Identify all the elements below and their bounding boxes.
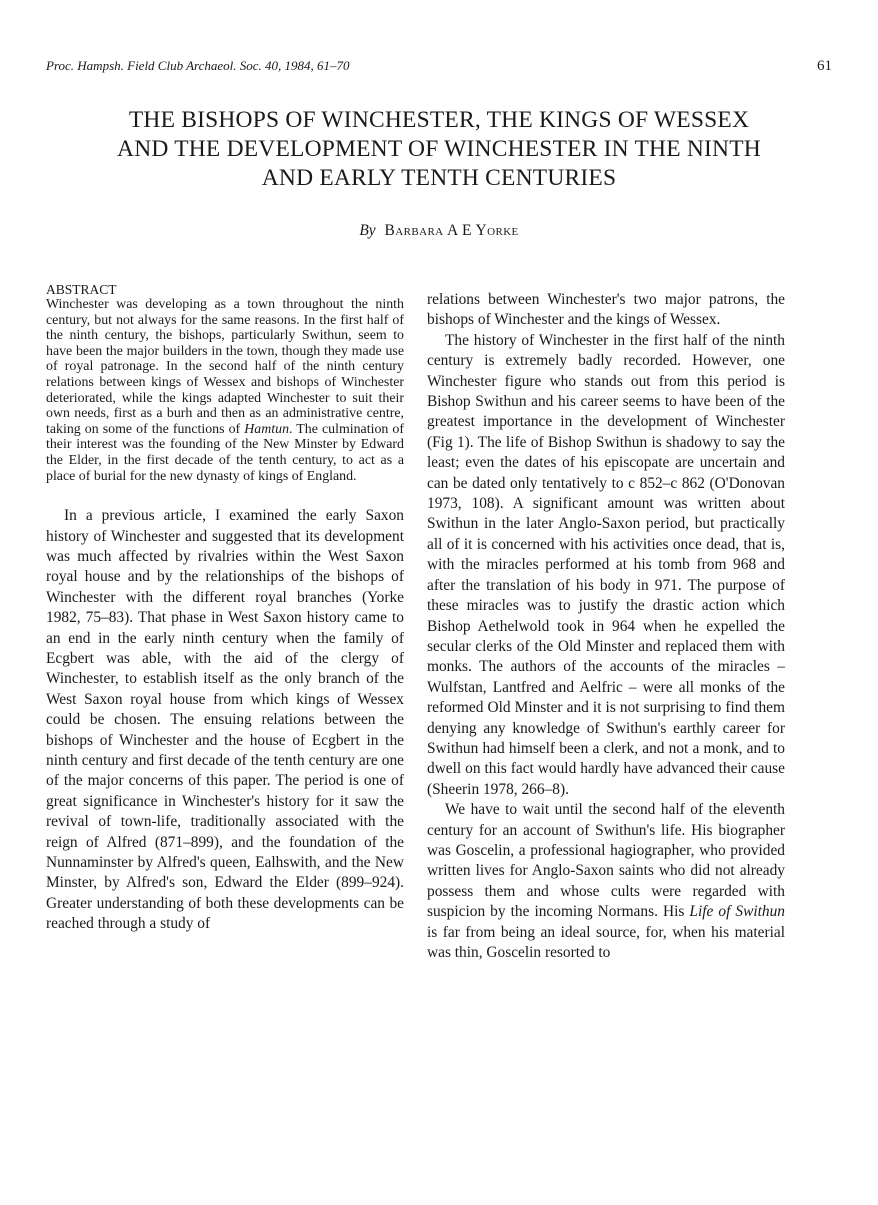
paragraph-swithun: The history of Winchester in the first half of the ninth century is extremely badly recorded. However, one Winchester figure who stands out from this period is Bishop Swithun and his career seems to have been of the greatest importance in the development of Winchester (Fig 1). The life of Bishop Swithun is shadowy to say the least; even the dates of his episcopate are uncertain and can be dated only tentatively to c 852–c 862 (O'Donovan 1973, 108). A significant amount was written about Swithun in the later Anglo-Saxon period, but practically all of it is concerned with his activities once dead, that is, with the miracles performed at his tomb from 968 and after the translation of his body in 971. The purpose of these miracles was to justify the drastic action which Bishop Aethelwold took in 964 when he expelled the secular clerks of the Old Minster and replaced them with monks. The authors of the accounts of the miracles – Wulfstan, Lantfred and Aelfric – were all monks of the reformed Old Minster and it is not surprising to find them denying any knowledge of Swithun's earthly career for Swithun had himself been a clerk, and not a monk, and to dwell on this fact would hardly have advanced their cause (Sheerin 1978, 266–8). (427, 331, 785, 798)
title-line-2: AND THE DEVELOPMENT OF WINCHESTER IN THE NINTH (117, 136, 761, 162)
paragraph-goscelin-part-2: is far from being an ideal source, for, when his material was thin, Goscelin resorted to (427, 923, 785, 961)
abstract-term: Hamtun (244, 421, 290, 437)
abstract-text-part-1: Winchester was developing as a town throughout the ninth century, but not always for the same reasons. In the first half of the ninth century, the bishops, particularly Swithun, seem to have been the major builders in the town, though they made use of royal patronage. In the second half of the ninth century relations between kings of Wessex and bishops of Winchester deteriorated, while the kings adapted Winchester to suit their own needs, first as a burh and then as an administrative centre, taking on some of the functions of (46, 297, 404, 437)
abstract-text (46, 297, 404, 484)
paragraph-goscelin-part-1: We have to wait until the second half of the eleventh century for an account of Swithun's life. His biographer was Goscelin, a professional hagiographer, who provided written lives for Anglo-Saxon saints who did not already possess them and whose cults were regarded with suspicion by the incoming Normans. His (427, 801, 785, 921)
title-line-3: AND EARLY TENTH CENTURIES (261, 165, 617, 191)
left-column (46, 282, 404, 935)
running-head (46, 58, 832, 80)
right-column (427, 290, 785, 963)
right-body-text (427, 290, 785, 963)
byline (0, 222, 878, 240)
left-body-text (46, 506, 404, 935)
paragraph-intro: In a previous article, I examined the early Saxon history of Winchester and suggested that its development was much affected by rivalries within the West Saxon royal house and by the relationships of the bishops of Winchester with the different royal branches (Yorke 1982, 75–83). That phase in West Saxon history came to an end in the early ninth century when the family of Ecgbert was able, with the aid of the clergy of Winchester, to establish itself as the only branch of the West Saxon royal house from which kings of Wessex could be chosen. The ensuing relations between the bishops of Winchester and the house of Ecgbert in the ninth century and first decade of the tenth century are one of the major concerns of this paper. The period is one of great significance in Winchester's history for it saw the revival of town-life, traditionally associated with the reign of Alfred (871–899), and the foundation of the Nunnaminster by Alfred's queen, Ealhswith, and the New Minster, by Alfred's son, Edward the Elder (899–924). Greater understanding of both these developments can be reached through a study of (46, 507, 404, 933)
paragraph-goscelin (427, 800, 785, 963)
article-title (20, 106, 858, 193)
abstract-text-part-2: . The culmination of their interest was the founding of the New Minster by Edward the Elder, in the first decade of the tenth century, to act as a place of burial for the new dynasty of kings of England. (46, 421, 404, 484)
paragraph-continued: relations between Winchester's two major patrons, the bishops of Winchester and the kings of Wessex. (427, 291, 785, 329)
byline-prefix: By (359, 222, 376, 239)
work-title: Life of Swithun (689, 903, 785, 921)
journal-citation: Proc. Hampsh. Field Club Archaeol. Soc. 40, 1984, 61–70 (46, 58, 350, 73)
title-line-1: THE BISHOPS OF WINCHESTER, THE KINGS OF WESSEX (128, 107, 750, 133)
author-name: Barbara A E Yorke (384, 222, 519, 239)
page-number: 61 (817, 58, 832, 74)
abstract-heading: ABSTRACT (46, 282, 117, 297)
